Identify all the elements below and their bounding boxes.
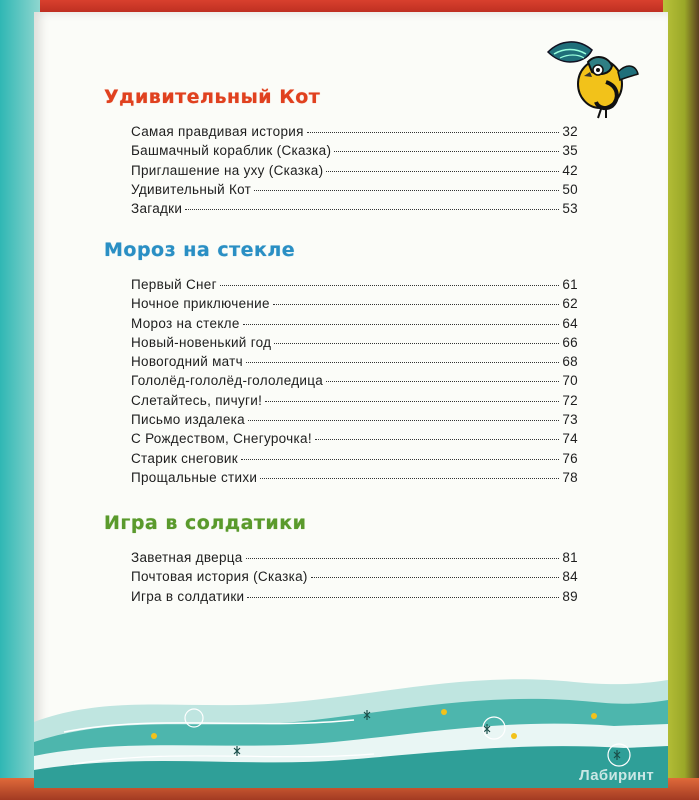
- book-edge-right: [663, 0, 699, 800]
- entry-page: 81: [562, 550, 578, 565]
- toc-entry[interactable]: [131, 589, 578, 608]
- entry-title: Загадки: [131, 201, 183, 217]
- entry-title: Гололёд-гололёд-гололедица: [131, 373, 324, 389]
- entry-page: 84: [562, 569, 578, 585]
- entry-title: Прощальные стихи: [131, 469, 258, 485]
- entry-page: 68: [562, 354, 578, 370]
- dot-leader: [273, 304, 559, 305]
- dot-leader: [243, 324, 559, 325]
- entry-page: 62: [562, 296, 578, 312]
- entry-page: 61: [562, 277, 578, 292]
- toc-entry[interactable]: [131, 182, 578, 201]
- watermark: Лабиринт: [579, 767, 654, 784]
- toc-entry[interactable]: [131, 550, 578, 569]
- entry-page: 78: [562, 469, 578, 485]
- dot-leader: [220, 285, 559, 286]
- entry-title: Самая правдивая история: [131, 124, 304, 139]
- entry-title: Ночное приключение: [131, 296, 270, 312]
- entry-title: Письмо издалека: [131, 412, 245, 428]
- section-title-3: Игра в солдатики: [104, 512, 307, 534]
- entry-page: 42: [562, 162, 578, 178]
- toc-entry[interactable]: [131, 124, 578, 143]
- section-title-2: Мороз на стекле: [104, 239, 296, 261]
- entry-page: 32: [562, 124, 578, 139]
- dot-leader: [247, 597, 559, 598]
- entry-title: Мороз на стекле: [131, 315, 240, 331]
- entry-page: 66: [562, 334, 578, 350]
- dot-leader: [274, 343, 559, 344]
- entry-page: 74: [562, 431, 578, 447]
- toc-list-1: [131, 124, 578, 220]
- entry-page: 64: [562, 315, 578, 331]
- entry-page: 53: [562, 201, 578, 217]
- dot-leader: [326, 171, 559, 172]
- toc-entry[interactable]: [131, 316, 578, 335]
- toc-entry[interactable]: [131, 412, 578, 431]
- dot-leader: [254, 190, 559, 191]
- winter-waves-decoration: [34, 652, 668, 788]
- entry-title: Заветная дверца: [131, 550, 243, 565]
- toc-entry[interactable]: [131, 393, 578, 412]
- contents-page: [34, 12, 668, 788]
- section-title-1: Удивительный Кот: [104, 86, 321, 108]
- dot-leader: [185, 209, 559, 210]
- toc-entry[interactable]: [131, 296, 578, 315]
- dot-leader: [334, 151, 559, 152]
- toc-entry[interactable]: [131, 451, 578, 470]
- entry-title: С Рождеством, Снегурочка!: [131, 431, 312, 447]
- dot-leader: [246, 362, 559, 363]
- entry-title: Приглашение на уху (Сказка): [131, 162, 324, 178]
- dot-leader: [248, 420, 559, 421]
- entry-title: Старик снеговик: [131, 450, 238, 466]
- toc-entry[interactable]: [131, 143, 578, 162]
- toc-entry[interactable]: [131, 201, 578, 220]
- dot-leader: [326, 381, 559, 382]
- titmouse-bird-icon: [540, 32, 640, 124]
- dot-leader: [307, 132, 559, 133]
- entry-title: Почтовая история (Сказка): [131, 569, 308, 585]
- entry-title: Новогодний матч: [131, 354, 243, 370]
- dot-leader: [241, 459, 559, 460]
- entry-page: 72: [562, 392, 578, 408]
- entry-title: Удивительный Кот: [131, 181, 252, 197]
- entry-page: 73: [562, 412, 578, 428]
- entry-title: Игра в солдатики: [131, 588, 245, 604]
- entry-title: Первый Снег: [131, 277, 217, 292]
- dot-leader: [315, 439, 559, 440]
- toc-entry[interactable]: [131, 335, 578, 354]
- entry-page: 76: [562, 450, 578, 466]
- toc-entry[interactable]: [131, 277, 578, 296]
- toc-list-3: [131, 550, 578, 608]
- toc-entry[interactable]: [131, 470, 578, 489]
- entry-page: 50: [562, 181, 578, 197]
- toc-entry[interactable]: [131, 163, 578, 182]
- dot-leader: [260, 478, 559, 479]
- entry-page: 70: [562, 373, 578, 389]
- dot-leader: [246, 558, 559, 559]
- dot-leader: [311, 577, 559, 578]
- entry-title: Башмачный кораблик (Сказка): [131, 143, 332, 159]
- toc-entry[interactable]: [131, 431, 578, 450]
- toc-entry[interactable]: [131, 354, 578, 373]
- toc-entry[interactable]: [131, 569, 578, 588]
- entry-title: Слетайтесь, пичуги!: [131, 392, 263, 408]
- entry-title: Новый-новенький год: [131, 334, 272, 350]
- entry-page: 35: [562, 143, 578, 159]
- toc-list-2: [131, 277, 578, 489]
- dot-leader: [265, 401, 559, 402]
- entry-page: 89: [562, 588, 578, 604]
- toc-entry[interactable]: [131, 373, 578, 392]
